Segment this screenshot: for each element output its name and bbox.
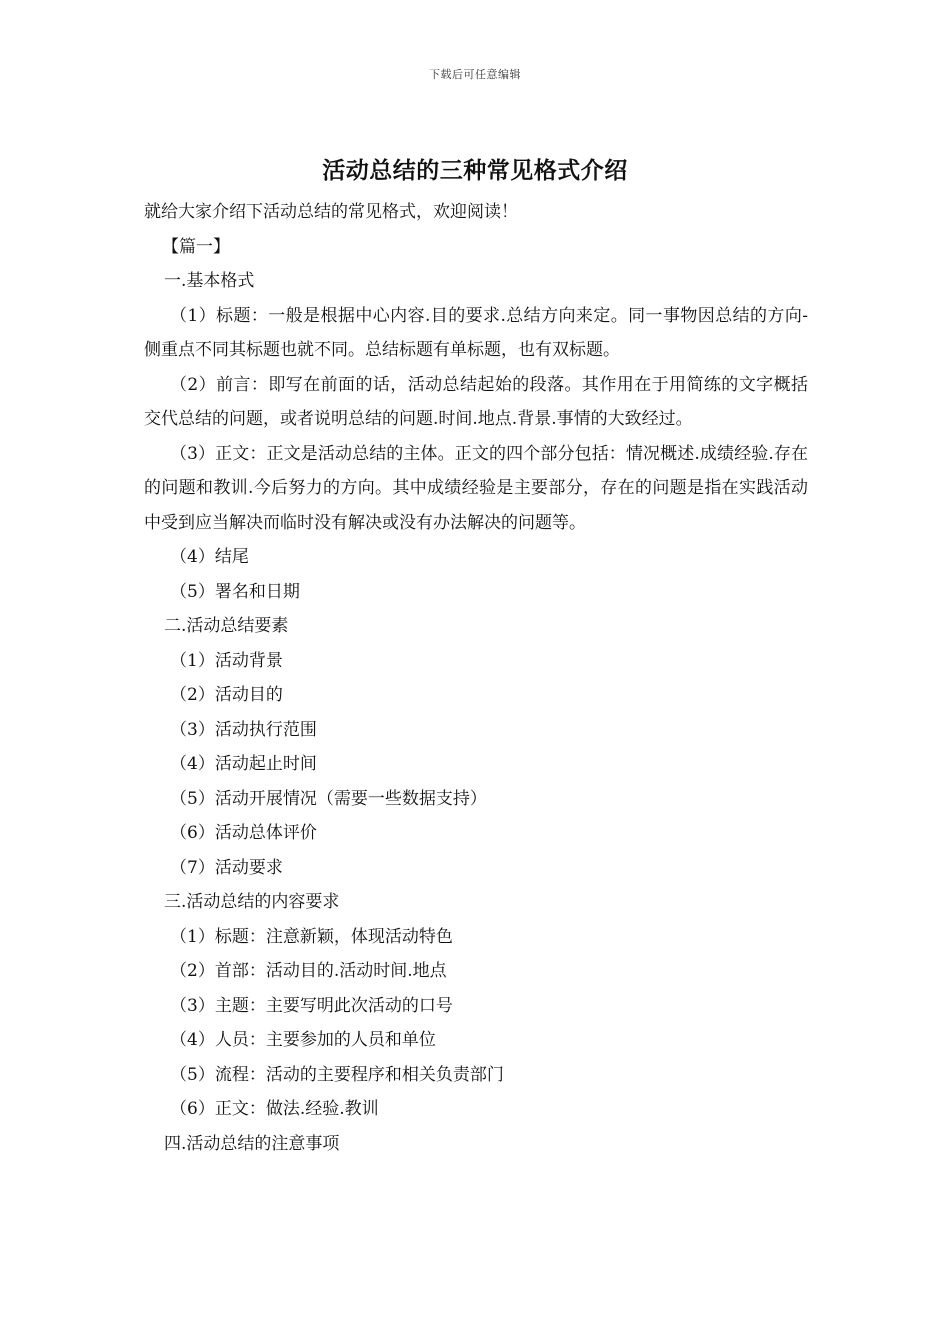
section-1-item-ending: （4）结尾 [170, 547, 249, 567]
document-body [144, 195, 808, 1161]
section-2-item: （6）活动总体评价 [170, 823, 317, 843]
section-3-item: （5）流程：活动的主要程序和相关负责部门 [170, 1064, 504, 1085]
part-label: 【篇一】 [162, 236, 230, 257]
section-2-heading: 二.活动总结要素 [164, 616, 289, 636]
section-3-item: （3）主题：主要写明此次活动的口号 [170, 995, 453, 1016]
section-3-item: （1）标题：注意新颖，体现活动特色 [170, 926, 453, 947]
section-3-item: （6）正文：做法.经验.教训 [170, 1099, 379, 1119]
section-1-heading: 一.基本格式 [164, 271, 255, 291]
section-4-heading: 四.活动总结的注意事项 [164, 1133, 340, 1154]
section-3-item: （4）人员：主要参加的人员和单位 [170, 1030, 436, 1050]
section-2-item: （3）活动执行范围 [170, 719, 317, 740]
section-3-heading: 三.活动总结的内容要求 [164, 892, 340, 912]
section-2-item: （1）活动背景 [170, 650, 283, 671]
section-1-item-preface: （2）前言：即写在前面的话，活动总结起始的段落。其作用在于用简练的文字概括交代总结的问题，或者说明总结的问题.时间.地点.背景.事情的大致经过。 [144, 374, 808, 429]
section-3-item: （2）首部：活动目的.活动时间.地点 [170, 961, 447, 981]
section-2-item: （2）活动目的 [170, 685, 283, 705]
document-title: 活动总结的三种常见格式介绍 [322, 157, 628, 184]
section-2-item: （5）活动开展情况（需要一些数据支持） [170, 788, 487, 809]
section-2-item: （4）活动起止时间 [170, 754, 317, 774]
intro-paragraph: 就给大家介绍下活动总结的常见格式，欢迎阅读！ [144, 202, 518, 222]
section-1-item-main-text: （3）正文：正文是活动总结的主体。正文的四个部分包括：情况概述.成绩经验.存在的问题和教训.今后努力的方向。其中成绩经验是主要部分，存在的问题是指在实践活动中受到应当解决而临时没有解决或没有办法解决的问题等。 [144, 443, 808, 533]
section-2-item: （7）活动要求 [170, 857, 283, 878]
page-header-note: 下载后可任意编辑 [429, 68, 521, 81]
section-1-item-signature: （5）署名和日期 [170, 581, 300, 602]
section-1-item-title: （1）标题：一般是根据中心内容.目的要求.总结方向来定。同一事物因总结的方向-侧重点不同其标题也就不同。总结标题有单标题，也有双标题。 [144, 305, 808, 360]
